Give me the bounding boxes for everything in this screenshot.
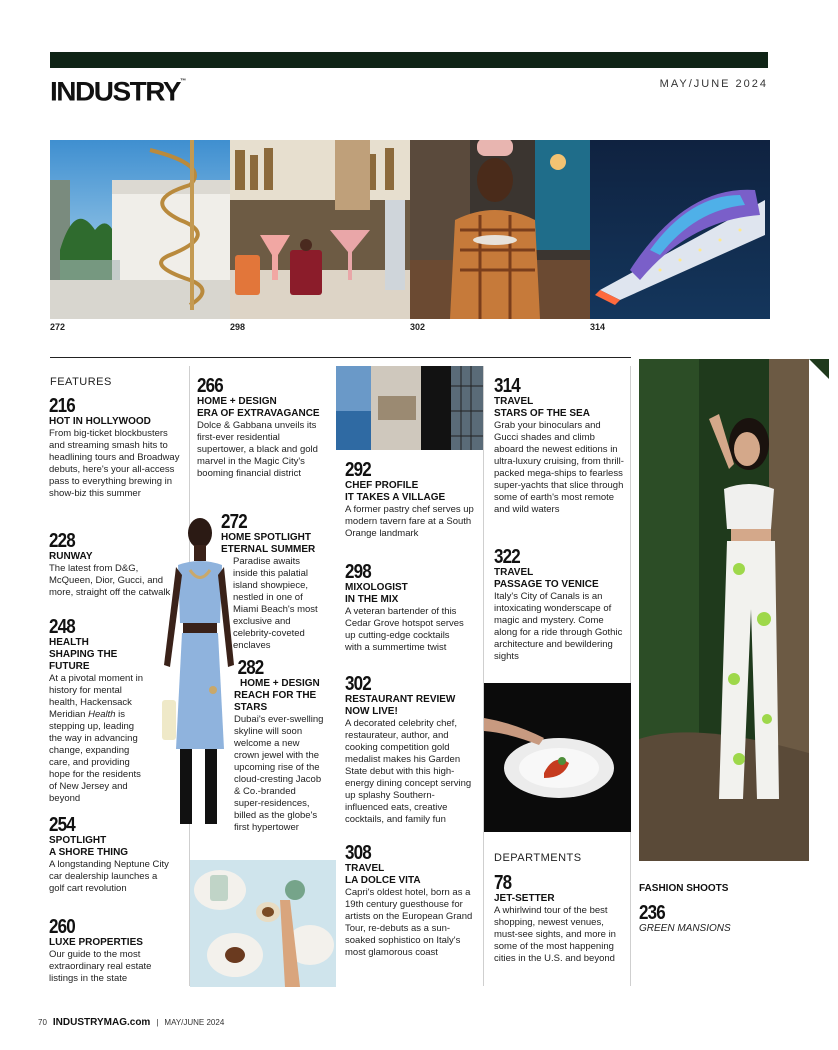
- divider: [50, 357, 631, 358]
- toc-entry[interactable]: [494, 376, 624, 516]
- entry-title: NOW LIVE!: [345, 706, 398, 717]
- photo-page-number: 314: [590, 322, 606, 332]
- entry-category: LUXE PROPERTIES: [49, 937, 143, 948]
- photo-page-number: 298: [230, 322, 246, 332]
- entry-title: A SHORE THING: [49, 847, 129, 858]
- photo-page-number: 272: [50, 322, 66, 332]
- header-bar: [50, 52, 768, 68]
- photo-cocktails-bar: [230, 140, 410, 319]
- toc-entry[interactable]: [49, 815, 174, 895]
- entry-description: Dolce & Gabbana unveils its first-ever residential supertower, a black and gold marvel in the Magic City's booming financial district: [197, 420, 318, 479]
- page-number: 292: [345, 459, 371, 481]
- toc-entry[interactable]: [639, 903, 819, 935]
- page-number: 78: [494, 872, 512, 894]
- magazine-logo: INDUSTRY™: [50, 76, 187, 107]
- toc-entry[interactable]: [494, 547, 624, 663]
- entry-description: A whirlwind tour of the best shopping, newest venues, must-see sights, and more in some of the most happening cities in the U.S. and beyond: [494, 905, 616, 964]
- toc-entry[interactable]: [49, 917, 174, 985]
- page-number: 216: [49, 395, 75, 417]
- entry-category: HOT IN HOLLYWOOD: [49, 416, 151, 427]
- entry-category: HOME + DESIGN: [197, 396, 277, 407]
- entry-description: Our guide to the most extraordinary real estate listings in the state: [49, 949, 152, 984]
- entry-category: HOME SPOTLIGHT: [221, 532, 311, 543]
- page-number: 322: [494, 546, 520, 568]
- entry-title: ETERNAL SUMMER: [221, 544, 316, 555]
- entry-description: A former pastry chef serves up modern tavern fare at a South Orange landmark: [345, 504, 474, 539]
- photo-dining-table: [190, 860, 336, 987]
- entry-description: Paradise awaits inside this palatial island showpiece, nestled in one of Miami Beach's most exclusive and celebrity-coveted enclaves: [233, 556, 318, 651]
- entry-title: LA DOLCE VITA: [345, 875, 421, 886]
- section-heading-features: FEATURES: [50, 376, 112, 388]
- entry-category: HEALTH: [49, 637, 89, 648]
- entry-title: ERA OF EXTRAVAGANCE: [197, 408, 320, 419]
- page-number: 302: [345, 673, 371, 695]
- toc-entry[interactable]: [49, 396, 182, 500]
- entry-title: STARS OF THE SEA: [494, 408, 590, 419]
- entry-title: SHAPING THE FUTURE: [49, 649, 118, 672]
- toc-entry[interactable]: [197, 376, 322, 480]
- entry-description: The latest from D&G, McQueen, Dior, Gucci, and more, straight off the catwalk: [49, 563, 171, 598]
- entry-category: RUNWAY: [49, 551, 93, 562]
- photo-tower-interior: [336, 366, 483, 450]
- entry-category: TRAVEL: [494, 567, 534, 578]
- page-number: 260: [49, 916, 75, 938]
- photo-cruise-ship: [590, 140, 770, 319]
- entry-description: At a pivotal moment in history for mental health, Hackensack Meridian Health is stepping up, leading the way in advancing change, expanding care, and providing hope for the residents of New Jersey and beyond: [49, 673, 143, 804]
- toc-entry[interactable]: [494, 873, 624, 965]
- entry-title: IN THE MIX: [345, 594, 399, 605]
- entry-category: SPOTLIGHT: [49, 835, 107, 846]
- toc-entry[interactable]: [221, 512, 326, 652]
- page-number: 298: [345, 561, 371, 583]
- separator: |: [156, 1018, 159, 1027]
- photo-page-number: 302: [410, 322, 426, 332]
- page-number: 272: [221, 511, 247, 533]
- entry-category: MIXOLOGIST: [345, 582, 408, 593]
- page-number: 314: [494, 375, 520, 397]
- column-divider: [630, 366, 631, 986]
- photo-fashion-shoot: [639, 359, 829, 861]
- toc-entry[interactable]: [345, 562, 465, 654]
- toc-entry[interactable]: [49, 617, 149, 805]
- site-link[interactable]: INDUSTRYMAG.com: [52, 1017, 151, 1028]
- section-heading-fashion: FASHION SHOOTS: [639, 883, 729, 894]
- entry-description: Capri's oldest hotel, born as a 19th century guesthouse for artists on the European Grand Tour, re-debuts as a sun-soaked sophistico on Italy's most glamorous coast: [345, 887, 473, 958]
- entry-description: A longstanding Neptune City car dealership launches a golf cart revolution: [49, 859, 169, 894]
- entry-description: A decorated celebrity chef, restaurateur, author, and cooking competition gold medalist makes his Garden State debut with this high-energy dining concept serving up splashy Southern-influenced eats, creative cocktails, and family fun: [345, 718, 472, 825]
- entry-title: PASSAGE TO VENICE: [494, 579, 599, 590]
- section-heading-departments: DEPARTMENTS: [494, 852, 582, 864]
- page-number: 266: [197, 375, 223, 397]
- entry-category: TRAVEL: [494, 396, 534, 407]
- page-number: 254: [49, 814, 75, 836]
- entry-description: Dubai's ever-swelling skyline will soon welcome a new crown jewel with the upcoming rise of the cloud-cresting Jacob & Co.-branded super-residences, billed as the globe's first hypertower: [234, 714, 324, 833]
- toc-entry[interactable]: [345, 674, 475, 826]
- entry-description: Grab your binoculars and Gucci shades and climb aboard the newest editions in ultra-luxury cruising, from thrill-packed mega-ships to fearless super-yachts that slice through some of earth's most remote and wild waters: [494, 420, 624, 515]
- entry-description: A veteran bartender of this Cedar Grove hotspot serves up cutting-edge cocktails with a summertime twist: [345, 606, 464, 653]
- entry-category: RESTAURANT REVIEW: [345, 694, 456, 705]
- entry-title: GREEN MANSIONS: [639, 923, 731, 934]
- page-number: 248: [49, 616, 75, 638]
- photo-villa-balcony: [50, 140, 230, 319]
- entry-title: REACH FOR THE STARS: [234, 690, 317, 713]
- photo-chef-plate: [410, 140, 590, 319]
- page-number: 282: [237, 657, 264, 679]
- photo-plated-dish: [484, 683, 631, 832]
- entry-category: JET-SETTER: [494, 893, 555, 904]
- entry-description: From big-ticket blockbusters and streaming smash hits to headlining tours and Broadway debuts, here's your all-access pass to everything brewing in show-biz this summer: [49, 428, 180, 499]
- footer: [38, 1017, 224, 1028]
- page-number: 236: [639, 902, 665, 924]
- folio: 70: [38, 1018, 47, 1027]
- toc-entry[interactable]: [224, 658, 324, 834]
- page-number: 308: [345, 842, 371, 864]
- page-number: 228: [49, 530, 75, 552]
- toc-entry[interactable]: [345, 460, 477, 540]
- column-divider: [483, 366, 484, 986]
- entry-description: Italy's City of Canals is an intoxicating wonderscape of magic and mystery. Come along for a ride through Gothic architecture and bewildering sights: [494, 591, 623, 662]
- entry-title: IT TAKES A VILLAGE: [345, 492, 446, 503]
- entry-category: TRAVEL: [345, 863, 385, 874]
- issue-date: MAY/JUNE 2024: [659, 78, 768, 90]
- toc-entry[interactable]: [345, 843, 475, 959]
- entry-category: HOME + DESIGN: [240, 678, 320, 689]
- footer-issue: MAY/JUNE 2024: [164, 1018, 225, 1027]
- entry-category: CHEF PROFILE: [345, 480, 419, 491]
